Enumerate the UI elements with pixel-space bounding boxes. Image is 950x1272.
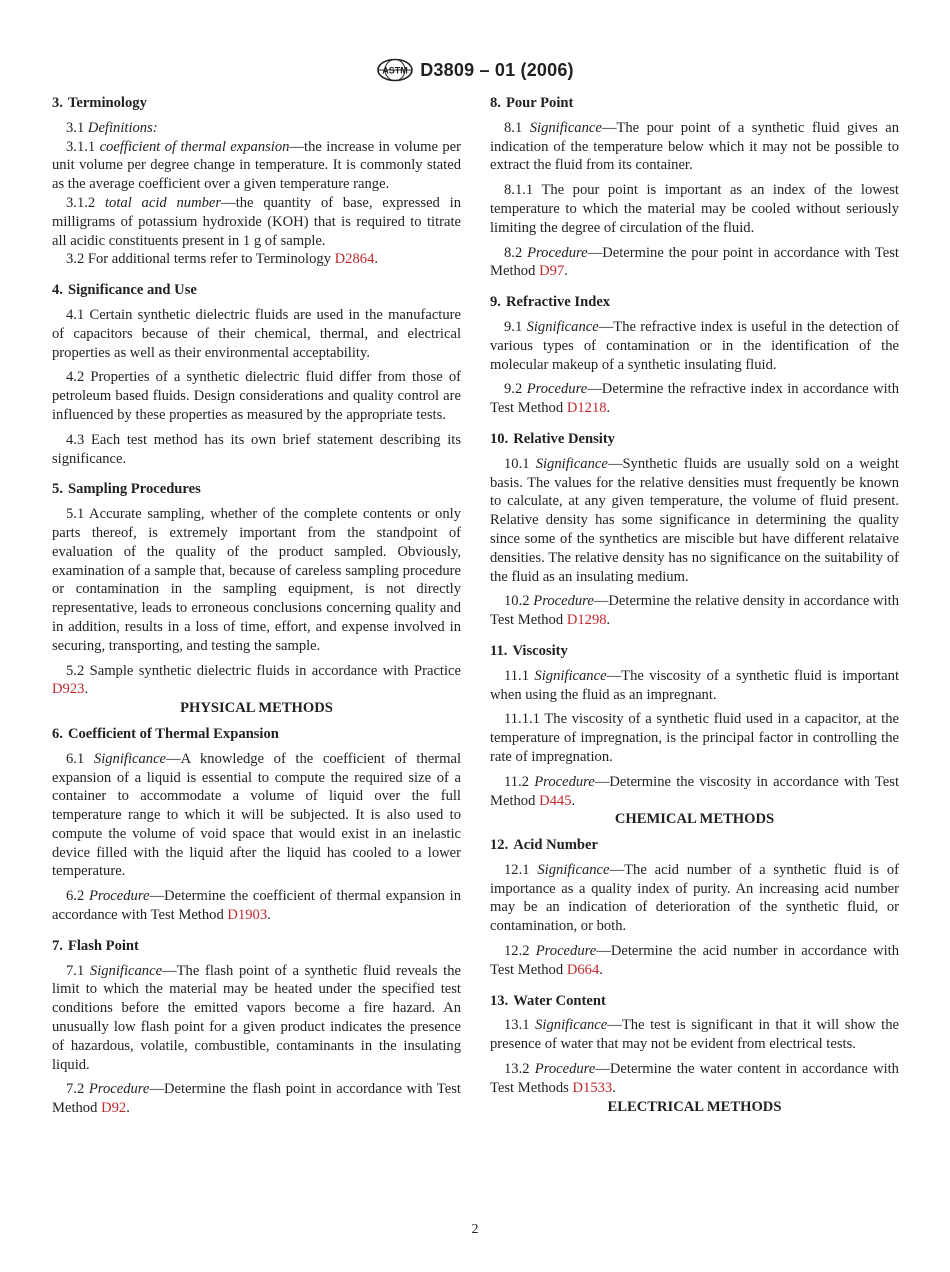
paragraph-3-2: 3.2 For additional terms refer to Terminology D2864. bbox=[66, 251, 379, 268]
link-d1533[interactable]: D1533 bbox=[572, 1079, 613, 1096]
paragraph-9-1: 9.1 Significance—The refractive index is useful in the detection of various types of contamination or in the identification of the molecular makeup of a synthetic insulating fluid. bbox=[490, 318, 899, 373]
paragraph-4-3: 4.3 Each test method has its own brief statement describing its significance. bbox=[52, 431, 461, 467]
document-designation: D3809 – 01 (2006) bbox=[420, 59, 574, 80]
section-heading: 3. Terminology bbox=[52, 95, 147, 111]
paragraph-5-2: 5.2 Sample synthetic dielectric fluids in accordance with Practice D923. bbox=[52, 662, 461, 698]
section-5 bbox=[52, 480, 461, 699]
section-heading: 5. Sampling Procedures bbox=[52, 481, 201, 498]
left-column bbox=[52, 94, 461, 1130]
paragraph-8-1: 8.1 Significance—The pour point of a synthetic fluid gives an indication of the temperature below which it may not be possible to extract the fluid from its container. bbox=[490, 119, 900, 174]
paragraph-3-1: 3.1 Definitions: bbox=[66, 119, 158, 136]
link-d92[interactable]: D92 bbox=[101, 1100, 127, 1117]
svg-text:ASTM: ASTM bbox=[382, 65, 408, 76]
paragraph-11-1: 11.1 Significance—The viscosity of a synthetic fluid is important when using the fluid as an impregnant. bbox=[490, 667, 899, 703]
section-10 bbox=[490, 430, 899, 630]
physical-methods-title: PHYSICAL METHODS bbox=[180, 700, 333, 717]
paragraph-8-2: 8.2 Procedure—Determine the pour point in accordance with Test Method D97. bbox=[490, 244, 899, 280]
paragraph-4-2: 4.2 Properties of a synthetic dielectric fluid differ from those of petroleum based fluids. Design considerations and quality control are influenced by these properties as measured by the appropriate tests. bbox=[52, 369, 461, 423]
link-d923[interactable]: D923 bbox=[52, 681, 85, 698]
paragraph-13-1: 13.1 Significance—The test is significant in that it will show the presence of water that may not be evident from electrical tests. bbox=[490, 1017, 899, 1053]
section-heading: 10. Relative Density bbox=[490, 430, 615, 447]
section-3 bbox=[52, 94, 461, 269]
page-header bbox=[0, 58, 950, 87]
paragraph-3-1-1: 3.1.1 coefficient of thermal expansion—the increase in volume per unit volume per degree change in temperature. It is commonly stated as the average coefficient over a given temperature range. bbox=[52, 138, 461, 193]
paragraph-6-1: 6.1 Significance—A knowledge of the coefficient of thermal expansion of a liquid is essential to compute the required size of a container to accommodate a volume of liquid over the full temperature range to which it will be subjected. It is also used to compute the volume of void space that would exist in an inelastic device filled with the liquid after the liquid has cooled to a lower temperature. bbox=[52, 750, 461, 880]
link-d1218[interactable]: D1218 bbox=[566, 400, 607, 417]
link-d1298[interactable]: D1298 bbox=[566, 612, 607, 629]
paragraph-11-2: 11.2 Procedure—Determine the viscosity in accordance with Test Method D445. bbox=[490, 773, 899, 809]
section-heading: 8. Pour Point bbox=[490, 95, 574, 111]
paragraph-13-2: 13.2 Procedure—Determine the water content in accordance with Test Methods D1533. bbox=[490, 1061, 899, 1096]
section-9 bbox=[490, 293, 899, 418]
paragraph-6-2: 6.2 Procedure—Determine the coefficient of thermal expansion in accordance with Test Method D1903. bbox=[52, 888, 462, 924]
link-d445[interactable]: D445 bbox=[539, 792, 572, 809]
section-12 bbox=[490, 836, 899, 980]
section-heading: 6. Coefficient of Thermal Expansion bbox=[52, 725, 279, 742]
section-heading: 9. Refractive Index bbox=[490, 294, 611, 311]
link-d2864[interactable]: D2864 bbox=[334, 251, 375, 268]
section-11 bbox=[490, 642, 899, 810]
section-13 bbox=[490, 992, 899, 1098]
paragraph-3-1-2: 3.1.2 total acid number—the quantity of base, expressed in milligrams of potassium hydroxide (KOH) that is required to titrate all acidic constituents present in 1 g of sample. bbox=[52, 194, 461, 249]
paragraph-10-1: 10.1 Significance—Synthetic fluids are usually sold on a weight basis. The values for the relative densities must frequently be known to calculate, at any given temperature, the volume of fluid present. Relative density has some significance in determining the quality since some of the synthetics are miscible but have different relataive densities. The relative density has no significance on the suitability of the fluid as an insulating medium. bbox=[490, 455, 899, 585]
paragraph-7-2: 7.2 Procedure—Determine the flash point in accordance with Test Method D92. bbox=[52, 1081, 461, 1117]
section-7 bbox=[52, 937, 461, 1118]
paragraph-9-2: 9.2 Procedure—Determine the refractive index in accordance with Test Method D1218. bbox=[490, 381, 899, 417]
section-heading: 13. Water Content bbox=[490, 992, 606, 1009]
astm-logo-icon bbox=[376, 58, 414, 82]
paragraph-8-1-1: 8.1.1 The pour point is important as an index of the lowest temperature to which the material may be cooled without seriously limiting the degree of circulation of the fluid. bbox=[490, 182, 899, 236]
section-8 bbox=[490, 94, 899, 281]
right-column bbox=[490, 94, 899, 1123]
paragraph-7-1: 7.1 Significance—The flash point of a synthetic fluid reveals the limit to which the material may be heated under the specified test conditions before the emitted vapors become a fire hazard. An unusually low flash point for a given product indicates the presence of hazardous, volatile, combustible, contaminants in the insulating liquid. bbox=[52, 962, 461, 1073]
page-number: 2 bbox=[471, 1222, 479, 1237]
section-4 bbox=[52, 281, 461, 468]
section-6 bbox=[52, 725, 461, 925]
paragraph-11-1-1: 11.1.1 The viscosity of a synthetic fluid used in a capacitor, at the temperature of impregnation, is the principal factor in controlling the rate of impregnation. bbox=[490, 711, 899, 765]
paragraph-12-1: 12.1 Significance—The acid number of a synthetic fluid is of importance as a quality index of purity. An increasing acid number may be an indication of deterioration of the synthetic fluid, or contamination, or both. bbox=[490, 861, 899, 935]
section-heading: 4. Significance and Use bbox=[52, 282, 197, 299]
link-d97[interactable]: D97 bbox=[539, 263, 565, 280]
link-d664[interactable]: D664 bbox=[566, 961, 600, 978]
electrical-methods-title: ELECTRICAL METHODS bbox=[607, 1098, 782, 1115]
section-heading: 7. Flash Point bbox=[52, 937, 139, 954]
link-d1903[interactable]: D1903 bbox=[227, 907, 268, 924]
paragraph-4-1: 4.1 Certain synthetic dielectric fluids are used in the manufacture of capacitors because of their chemical, thermal, and electrical properties as well as their environmental acceptability. bbox=[52, 306, 461, 361]
paragraph-10-2: 10.2 Procedure—Determine the relative density in accordance with Test Method D1298. bbox=[490, 593, 899, 629]
paragraph-12-2: 12.2 Procedure—Determine the acid number in accordance with Test Method D664. bbox=[490, 943, 900, 978]
section-heading: 12. Acid Number bbox=[490, 837, 598, 854]
section-heading: 11. Viscosity bbox=[490, 642, 568, 659]
chemical-methods-title: CHEMICAL METHODS bbox=[614, 811, 775, 828]
paragraph-5-1: 5.1 Accurate sampling, whether of the complete contents or only parts thereof, is extremely important from the standpoint of evaluation of the quality of the product sampled. Obviously, examination of a sample that, because of careless sampling procedure or contamination in the sampling equipment, is not directly representative, leads to erroneous conclusions concerning quality and in addition, results in a loss of time, effort, and expense involved in securing, transporting, and testing the sample. bbox=[52, 506, 461, 654]
